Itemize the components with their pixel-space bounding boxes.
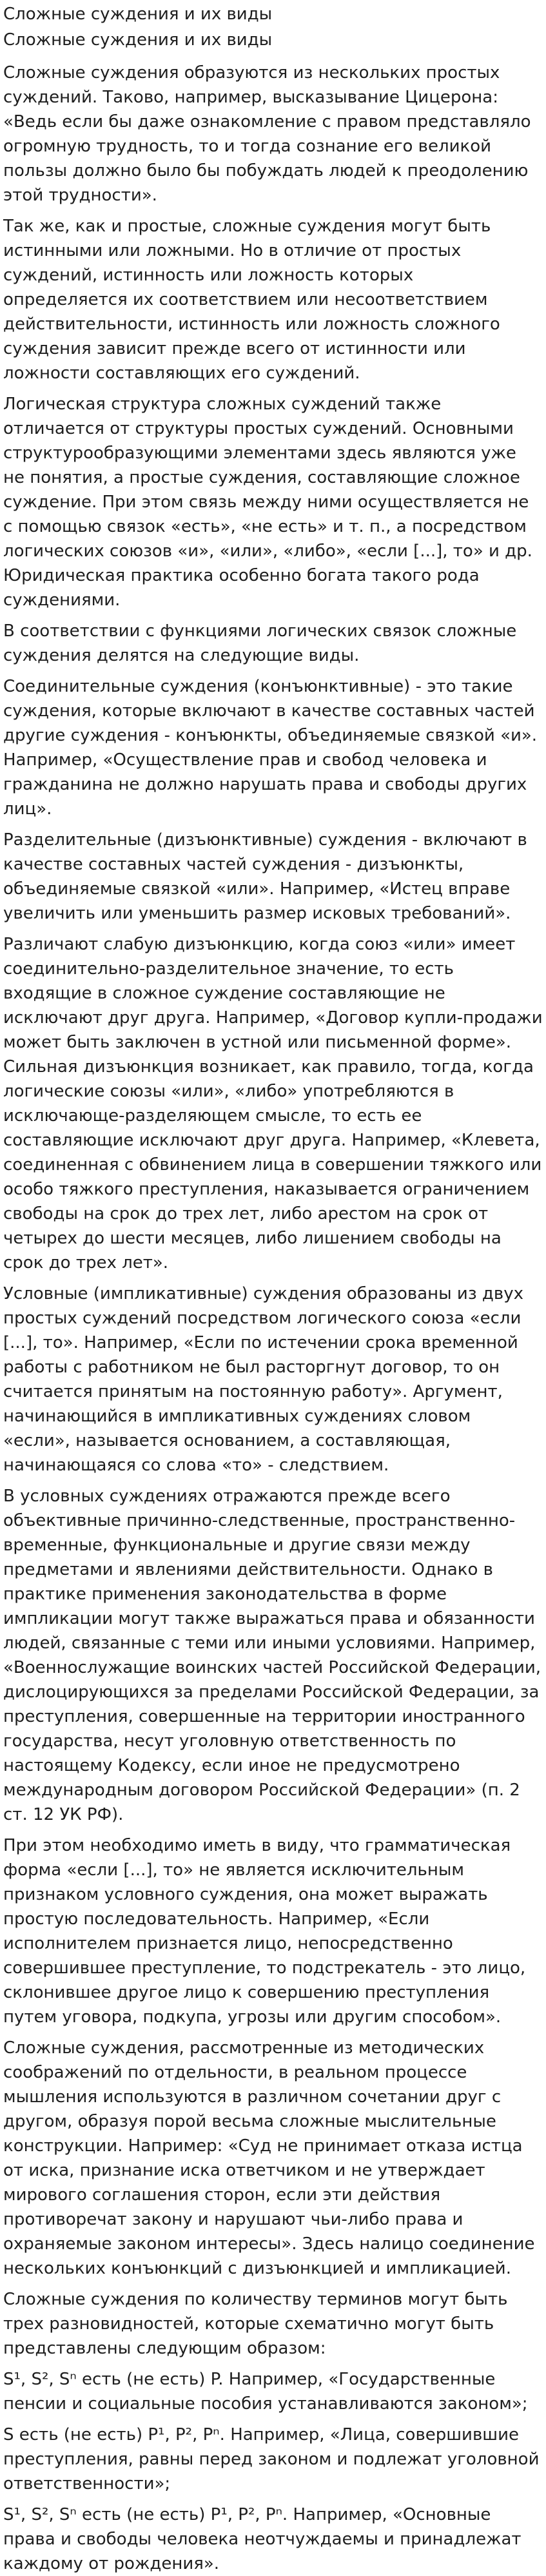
paragraph-grammatical-form: При этом необходимо иметь в виду, что грамматическая форма «если [...], то» не является исключительным признаком условного суждения, она может выражать простую последовательность. Например, «Если исполнителем признается лицо, непосредственно совершившее преступление, то подстрекатель - это лицо, склонившее другое лицо к совершению преступления путем уговора, подкупа, угрозы или другим способом». (3, 1836, 526, 2027)
paragraph-conjunctive: Соединительные суждения (конъюнктивные) - это такие суждения, которые включают в качестве составных частей другие суждения - конъюнкты, объединяемые связкой «и». Например, «Осуществление прав и свобод человека и гражданина не должно нарушать права и свободы других лиц». (3, 677, 538, 819)
article-page (0, 1, 546, 2576)
paragraph-term-count: Сложные суждения по количеству терминов могут быть трех разновидностей, которые схематично могут быть представлены следующим образом: (3, 2290, 508, 2358)
paragraph-disjunctive: Разделительные (дизъюнктивные) суждения - включают в качестве составных частей суждения - дизъюнкты, объединяемые связкой «или». Например, «Истец вправе увеличить или уменьшить размер исковых требований». (3, 830, 527, 923)
page-subtitle: Сложные суждения и их виды (3, 30, 273, 50)
paragraph-conditional-relations: В условных суждениях отражаются прежде всего объективные причинно-следственные, пространственно-временные, функциональные и другие связи между предметами и явлениями действительности. Однако в практике применения законодательства в форме импликации могут также выражаться права и обязанности людей, связанные с теми или иными условиями. Например, «Военнослужащие воинских частей Российской Федерации, дислоцирующихся за пределами Российской Федерации, за преступления, совершенные на территории иностранного государства, несут уголовную ответственность по настоящему Кодексу, если иное не предусмотрено международным договором Российской Федерации» (п. 2 ст. 12 УК РФ). (3, 1487, 541, 1824)
paragraph-intro: Сложные суждения образуются из нескольких простых суждений. Таково, например, высказывание Цицерона: «Ведь если бы даже ознакомление с правом представляло огромную трудность, то и тогда сознание его великой пользы должно было бы побуждать людей к преодолению этой трудности». (3, 63, 531, 205)
paragraph-kinds: В соответствии с функциями логических связок сложные суждения делятся на следующие виды. (3, 621, 517, 665)
paragraph-truth: Так же, как и простые, сложные суждения могут быть истинными или ложными. Но в отличие от простых суждений, истинность или ложность которых определяется их соответствием или несоответствием действительности, истинность или ложность сложного суждения зависит прежде всего от истинности или ложности составляющих его суждений. (3, 217, 500, 383)
page-title: Сложные суждения и их виды (3, 5, 273, 24)
paragraph-scheme-1: S¹, S², Sⁿ есть (не есть) P. Например, «Государственные пенсии и социальные пособия устанавливаются законом»; (3, 2370, 528, 2414)
paragraph-implicative: Условные (импликативные) суждения образованы из двух простых суждений посредством логического союза «если [...], то». Например, «Если по истечении срока временной работы с работником не был расторгнут договор, то он считается принятым на постоянную работу». Аргумент, начинающийся в импликативных суждениях словом «если», называется основанием, а составляющая, начинающаяся со слова «то» - следствием. (3, 1284, 523, 1475)
paragraph-combinations: Сложные суждения, рассмотренные из методических соображений по отдельности, в реальном процессе мышления используются в различном сочетании друг с другом, образуя порой весьма сложные мыслительные конструкции. Например: «Суд не принимает отказа истца от иска, признание иска ответчиком и не утверждает мирового соглашения сторон, если эти действия противоречат закону и нарушают чьи-либо права и охраняемые законом интересы». Здесь налицо соединение нескольких конъюнкций с дизъюнкцией и импликацией. (3, 2038, 535, 2278)
paragraph-scheme-2: S есть (не есть) P¹, P², Pⁿ. Например, «Лица, совершившие преступления, равны перед законом и подлежат уголовной ответственности»; (3, 2425, 540, 2493)
paragraph-weak-strong-disjunction: Различают слабую дизъюнкцию, когда союз «или» имеет соединительно-разделительное значение, то есть входящие в сложное суждение составляющие не исключают друг друга. Например, «Договор купли-продажи может быть заключен в устной или письменной форме». Сильная дизъюнкция возникает, как правило, тогда, когда логические союзы «или», «либо» употребляются в исключающе-разделяющем смысле, то есть ее составляющие исключают друг друга. Например, «Клевета, соединенная с обвинением лица в совершении тяжкого или особо тяжкого преступления, наказывается ограничением свободы на срок до трех лет, либо арестом на срок от четырех до шести месяцев, либо лишением свободы на срок до трех лет». (3, 935, 543, 1273)
paragraph-structure: Логическая структура сложных суждений также отличается от структуры простых суждений. Основными структурообразующими элементами здесь являются уже не понятия, а простые суждения, составляющие сложное суждение. При этом связь между ними осуществляется не с помощью связок «есть», «не есть» и т. п., а посредством логических союзов «и», «или», «либо», «если [...], то» и др. Юридическая практика особенно богата такого рода суждениями. (3, 395, 532, 610)
paragraph-scheme-3: S¹, S², Sⁿ есть (не есть) P¹, P², Pⁿ. Например, «Основные права и свободы человека неотчуждаемы и принадлежат каждому от рождения». (3, 2505, 522, 2573)
